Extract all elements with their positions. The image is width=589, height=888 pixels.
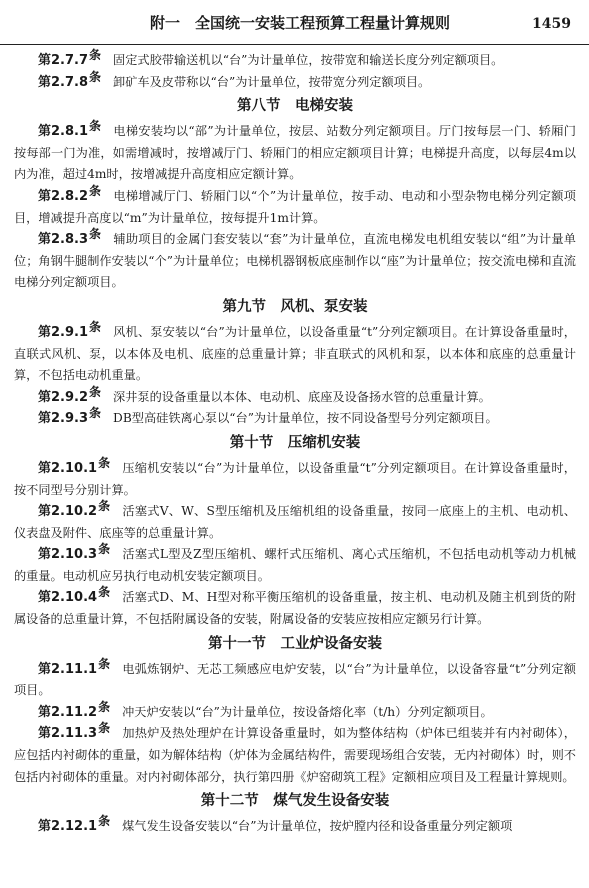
article-paragraph	[14, 183, 576, 229]
article-tiao-mark: 条	[98, 721, 111, 736]
article-text: 电梯安装均以“部”为计量单位，按层、站数分列定额项目。厅门按每层一门、轿厢门按每部一门为准，如需增减时，按增减厅门、轿厢门的相应定额项目计算；电梯提升高度，以每层4m以内为准，超过4m时，按增减提升高度相应定额计算。	[14, 124, 576, 182]
article-text: 辅助项目的金属门套安装以“套”为计量单位，直流电梯发电机组安装以“组”为计量单位；角钢牛腿制作安装以“个”为计量单位；电梯机器钢板底座制作以“座”为计量单位；按交流电梯和直流电梯分列定额项目。	[14, 232, 576, 290]
article-number	[38, 50, 101, 72]
article-number	[38, 656, 111, 681]
article-text: 加热炉及热处理炉在计算设备重量时，如为整体结构（炉体已组装并有内衬砌体），应包括内衬砌体的重量，如为解体结构（炉体为金属结构件，需要现场组合安装，无内衬砌体）时，则不包括内衬砌体的重量。对内衬砌体部分，执行第四册《炉窑砌筑工程》定额相应项目及工程量计算规则。	[14, 726, 576, 784]
section-heading: 第十节 压缩机安装	[229, 434, 361, 451]
article-number-value: 2.8.1	[51, 124, 89, 140]
running-title: 附一 全国统一安装工程预算工程量计算规则	[150, 14, 451, 32]
article-tiao-mark: 条	[98, 699, 111, 714]
article-tiao-mark: 条	[89, 319, 102, 334]
article-paragraph	[14, 501, 576, 544]
article-tiao-mark: 条	[89, 119, 102, 134]
article-tiao-mark: 条	[98, 542, 111, 557]
article-prefix: 第	[38, 188, 52, 204]
article-number	[38, 408, 101, 430]
article-tiao-mark: 条	[89, 406, 102, 421]
article-tiao-mark: 条	[89, 384, 102, 399]
article-paragraph	[14, 229, 576, 294]
article-number-value: 2.9.2	[51, 389, 89, 405]
article-number	[38, 455, 111, 480]
article-prefix: 第	[38, 590, 52, 606]
article-text: 煤气发生设备安装以“台”为计量单位，按炉膛内径和设备重量分列定额项	[122, 819, 513, 834]
document-body	[14, 50, 576, 838]
article-text: 固定式胶带输送机以“台”为计量单位，按带宽和输送长度分列定额项目。	[113, 53, 504, 67]
article-paragraph	[14, 723, 576, 788]
article-prefix: 第	[38, 124, 52, 140]
article-number-value: 2.11.1	[51, 661, 98, 677]
article-number-value: 2.10.2	[51, 504, 98, 520]
article-prefix: 第	[38, 74, 52, 90]
article-number	[38, 229, 101, 251]
article-prefix: 第	[38, 661, 52, 677]
article-number-value: 2.8.2	[51, 188, 89, 204]
article-tiao-mark: 条	[98, 585, 111, 600]
article-paragraph	[14, 408, 576, 430]
article-tiao-mark: 条	[89, 183, 102, 198]
article-text: 活塞式L型及Z型压缩机、螺杆式压缩机、离心式压缩机，不包括电动机等动力机械的重量。电动机应另执行电动机安装定额项目。	[14, 547, 576, 583]
article-text: 深井泵的设备重量以本体、电动机、底座及设备扬水管的总重量计算。	[113, 389, 491, 404]
article-number	[38, 319, 102, 344]
article-prefix: 第	[38, 704, 52, 720]
article-number	[38, 501, 110, 523]
article-tiao-mark: 条	[89, 227, 102, 242]
article-number-value: 2.10.1	[51, 460, 98, 476]
article-number	[38, 723, 110, 745]
article-number-value: 2.10.3	[51, 547, 98, 563]
article-text: 压缩机安装以“台”为计量单位，以设备重量“t”分列定额项目。在计算设备重量时，按不同型号分别计算。	[14, 460, 576, 497]
article-number-value: 2.11.3	[51, 726, 98, 742]
article-tiao-mark: 条	[98, 656, 111, 671]
article-number-value: 2.9.1	[51, 324, 89, 340]
article-number-value: 2.9.3	[51, 411, 89, 427]
article-paragraph	[14, 587, 576, 630]
article-prefix: 第	[38, 389, 52, 405]
article-prefix: 第	[38, 232, 52, 248]
article-paragraph	[14, 319, 576, 387]
page-number: 1459	[532, 16, 571, 32]
article-text: 冲天炉安装以“台”为计量单位，按设备熔化率（t/h）分列定额项目。	[122, 704, 493, 719]
article-number	[38, 183, 102, 208]
article-prefix: 第	[38, 460, 52, 476]
article-prefix: 第	[38, 819, 52, 835]
article-prefix: 第	[38, 53, 52, 68]
article-number	[38, 816, 110, 838]
article-prefix: 第	[38, 504, 52, 520]
article-number	[38, 544, 110, 566]
article-number-value: 2.7.8	[51, 74, 89, 90]
article-prefix: 第	[38, 411, 52, 427]
article-paragraph	[14, 816, 576, 838]
article-text: 活塞式D、M、H型对称平衡压缩机的设备重量，按主机、电动机及随主机到货的附属设备的总重量计算，不包括附属设备的安装，附属设备的安装应按相应定额另行计算。	[14, 590, 576, 627]
article-paragraph	[14, 544, 576, 587]
article-text: 活塞式V、W、S型压缩机及压缩机组的设备重量，按同一底座上的主机、电动机、仪表盘及附件、底座等的总重量计算。	[14, 504, 576, 540]
article-number-value: 2.8.3	[51, 232, 89, 248]
article-text: 卸矿车及皮带称以“台”为计量单位，按带宽分列定额项目。	[113, 74, 431, 89]
article-text: 电梯增减厅门、轿厢门以“个”为计量单位，按手动、电动和小型杂物电梯分列定额项目，增减提升高度以“m”为计量单位，按每提升1m计算。	[14, 188, 576, 225]
article-number	[38, 69, 102, 94]
article-tiao-mark: 条	[98, 455, 111, 470]
section-heading: 第八节 电梯安装	[237, 98, 353, 115]
article-tiao-mark: 条	[98, 499, 111, 514]
article-tiao-mark: 条	[98, 814, 111, 829]
article-paragraph	[14, 656, 576, 702]
article-prefix: 第	[38, 547, 52, 563]
section-heading: 第十二节 煤气发生设备安装	[200, 793, 390, 810]
article-tiao-mark: 条	[89, 48, 102, 62]
article-text: 电弧炼钢炉、无芯工频感应电炉安装，以“台”为计量单位，以设备容量“t”分列定额项目。	[14, 661, 576, 698]
article-tiao-mark: 条	[89, 69, 102, 84]
article-paragraph	[14, 121, 576, 186]
article-number-value: 2.12.1	[51, 819, 98, 835]
article-number	[38, 587, 110, 609]
article-number	[38, 121, 101, 143]
page-header	[0, 0, 589, 45]
article-number-value: 2.7.7	[51, 53, 89, 68]
article-paragraph	[14, 69, 576, 94]
article-text: DB型高硅铁离心泵以“台”为计量单位，按不同设备型号分列定额项目。	[113, 411, 498, 426]
article-text: 风机、泵安装以“台”为计量单位，以设备重量“t”分列定额项目。在计算设备重量时，直联式风机、泵，以本体及电机、底座的总重量计算；非直联式的风机和泵，以本体和底座的总重量计算，不包括电动机重量。	[14, 324, 576, 383]
section-heading: 第九节 风机、泵安装	[222, 298, 368, 315]
article-prefix: 第	[38, 726, 52, 742]
section-heading: 第十一节 工业炉设备安装	[208, 635, 382, 652]
article-number-value: 2.11.2	[51, 704, 98, 720]
article-number-value: 2.10.4	[51, 590, 98, 606]
article-paragraph	[14, 50, 576, 72]
article-paragraph	[14, 455, 576, 501]
article-prefix: 第	[38, 324, 52, 340]
